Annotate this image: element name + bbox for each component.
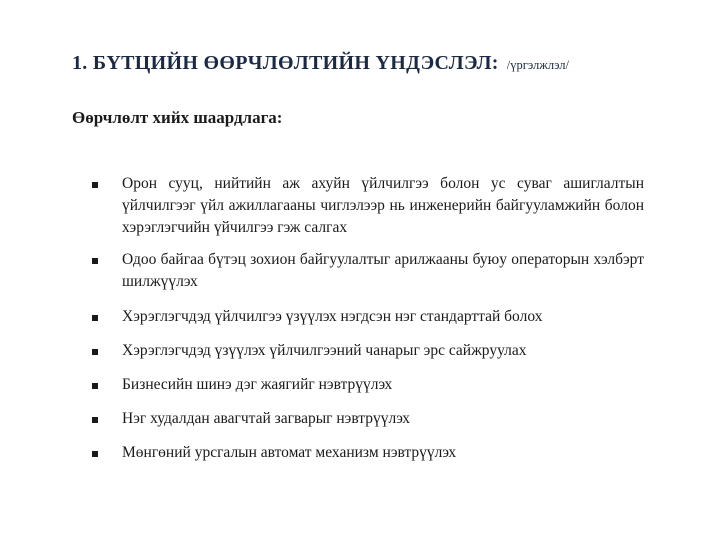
bullet-text: Орон сууц, нийтийн аж ахуйн үйлчилгээ болон ус суваг ашиглалтын үйлчилгээг үйл ажиллагааны чиглэлээр нь инженерийн байгууламжийн болон хэрэглэгчийн үйчилгээ гэж салгах xyxy=(122,175,644,236)
square-bullet-icon xyxy=(92,182,98,188)
bullet-item xyxy=(88,374,644,396)
square-bullet-icon xyxy=(92,417,98,423)
bullet-item xyxy=(88,408,644,430)
bullet-item xyxy=(88,442,644,464)
bullet-list xyxy=(88,173,644,464)
square-bullet-icon xyxy=(92,451,98,457)
slide-title-note: /үргэлжлэл/ xyxy=(506,58,569,72)
bullet-item xyxy=(88,340,644,362)
square-bullet-icon xyxy=(92,383,98,389)
bullet-text: Нэг худалдан авагчтай загварыг нэвтрүүлэх xyxy=(122,410,410,427)
bullet-text: Одоо байгаа бүтэц зохион байгуулалтыг арилжааны буюу операторын хэлбэрт шилжүүлэх xyxy=(122,251,644,290)
bullet-item xyxy=(88,306,644,328)
slide-title-main: 1. БҮТЦИЙН ӨӨРЧЛӨЛТИЙН ҮНДЭСЛЭЛ: xyxy=(72,52,499,74)
bullet-text: Хэрэглэгчдэд үйлчилгээ үзүүлэх нэгдсэн нэг стандарттай болох xyxy=(122,308,543,325)
slide-title xyxy=(72,52,712,75)
slide-subtitle: Өөрчлөлт хийх шаардлага: xyxy=(72,108,283,127)
bullet-text: Мөнгөний урсгалын автомат механизм нэвтрүүлэх xyxy=(122,444,457,461)
square-bullet-icon xyxy=(92,349,98,355)
bullet-item xyxy=(88,249,644,293)
square-bullet-icon xyxy=(92,258,98,264)
square-bullet-icon xyxy=(92,315,98,321)
bullet-item xyxy=(88,173,644,239)
bullet-text: Хэрэглэгчдэд үзүүлэх үйлчилгээний чанарыг эрс сайжруулах xyxy=(122,342,527,359)
bullet-text: Бизнесийн шинэ дэг жаягийг нэвтрүүлэх xyxy=(122,376,393,393)
